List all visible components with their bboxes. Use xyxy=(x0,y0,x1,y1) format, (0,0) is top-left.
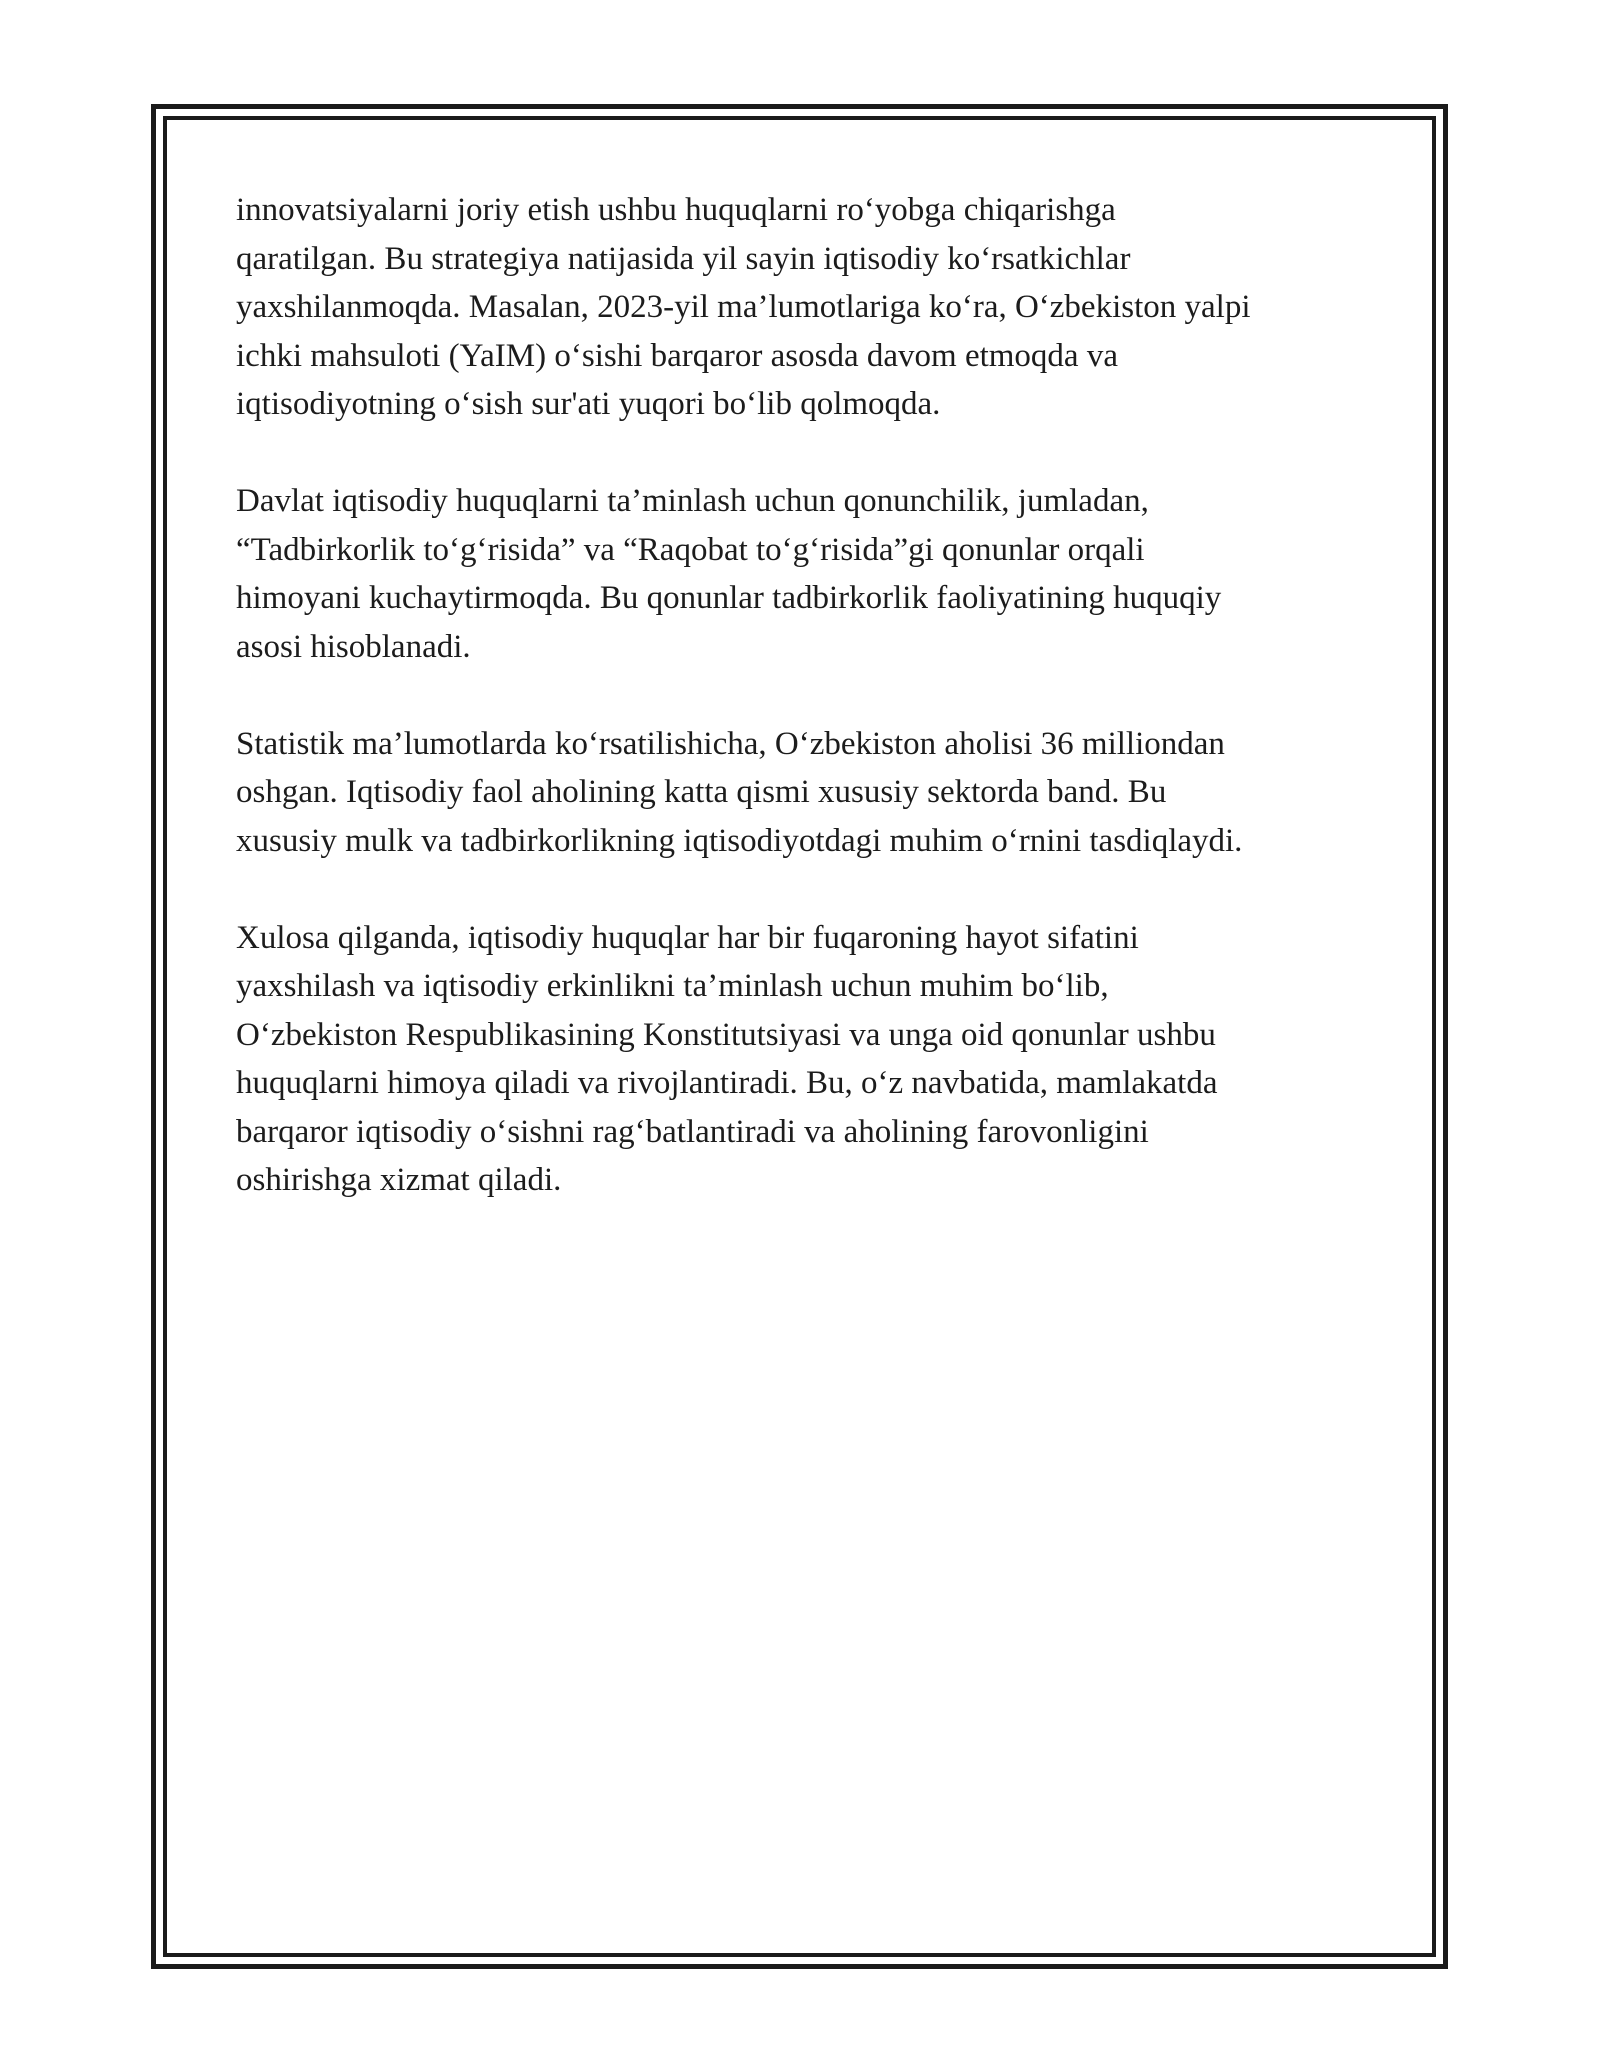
text-line: oshgan. Iqtisodiy faol aholining katta qismi xususiy sektorda band. Bu xyxy=(236,774,1167,810)
text-line: innovatsiyalarni joriy etish ushbu huquqlarni ro‘yobga chiqarishga xyxy=(236,192,1116,228)
text-line: Davlat iqtisodiy huquqlarni ta’minlash uchun qonunchilik, jumladan, xyxy=(236,483,1149,519)
text-line: iqtisodiyotning o‘sish sur'ati yuqori bo‘lib qolmoqda. xyxy=(236,386,941,422)
text-line: “Tadbirkorlik to‘g‘risida” va “Raqobat to‘g‘risida”gi qonunlar orqali xyxy=(236,531,1145,568)
text-line: himoyani kuchaytirmoqda. Bu qonunlar tadbirkorlik faoliyatining huquqiy xyxy=(236,580,1222,616)
text-line: huquqlarni himoya qiladi va rivojlantiradi. Bu, o‘z navbatida, mamlakatda xyxy=(236,1065,1218,1101)
text-line: barqaror iqtisodiy o‘sishni rag‘batlantiradi va aholining farovonligini xyxy=(236,1113,1149,1150)
paragraph-conclusion xyxy=(236,914,1376,1205)
text-line: Statistik ma’lumotlarda ko‘rsatilishicha, O‘zbekiston aholisi 36 milliondan xyxy=(236,725,1225,762)
paragraph-innovations xyxy=(236,186,1376,429)
document-body xyxy=(236,186,1376,1253)
text-line: yaxshilash va iqtisodiy erkinlikni ta’minlash uchun muhim bo‘lib, xyxy=(236,968,1109,1004)
text-line: xususiy mulk va tadbirkorlikning iqtisodiyotdagi muhim o‘rnini tasdiqlaydi. xyxy=(236,822,1243,859)
paragraph-legislation xyxy=(236,477,1376,671)
text-line: yaxshilanmoqda. Masalan, 2023-yil ma’lumotlariga ko‘ra, O‘zbekiston yalpi xyxy=(236,289,1251,325)
text-line: O‘zbekiston Respublikasining Konstitutsiyasi va unga oid qonunlar ushbu xyxy=(236,1016,1216,1053)
text-line: asosi hisoblanadi. xyxy=(236,628,471,665)
text-line: ichki mahsuloti (YaIM) o‘sishi barqaror asosda davom etmoqda va xyxy=(236,337,1118,374)
text-line: oshirishga xizmat qiladi. xyxy=(236,1162,562,1198)
text-line: qaratilgan. Bu strategiya natijasida yil sayin iqtisodiy ko‘rsatkichlar xyxy=(236,240,1131,277)
paragraph-statistics xyxy=(236,720,1376,866)
text-line: Xulosa qilganda, iqtisodiy huquqlar har bir fuqaroning hayot sifatini xyxy=(236,919,1139,956)
